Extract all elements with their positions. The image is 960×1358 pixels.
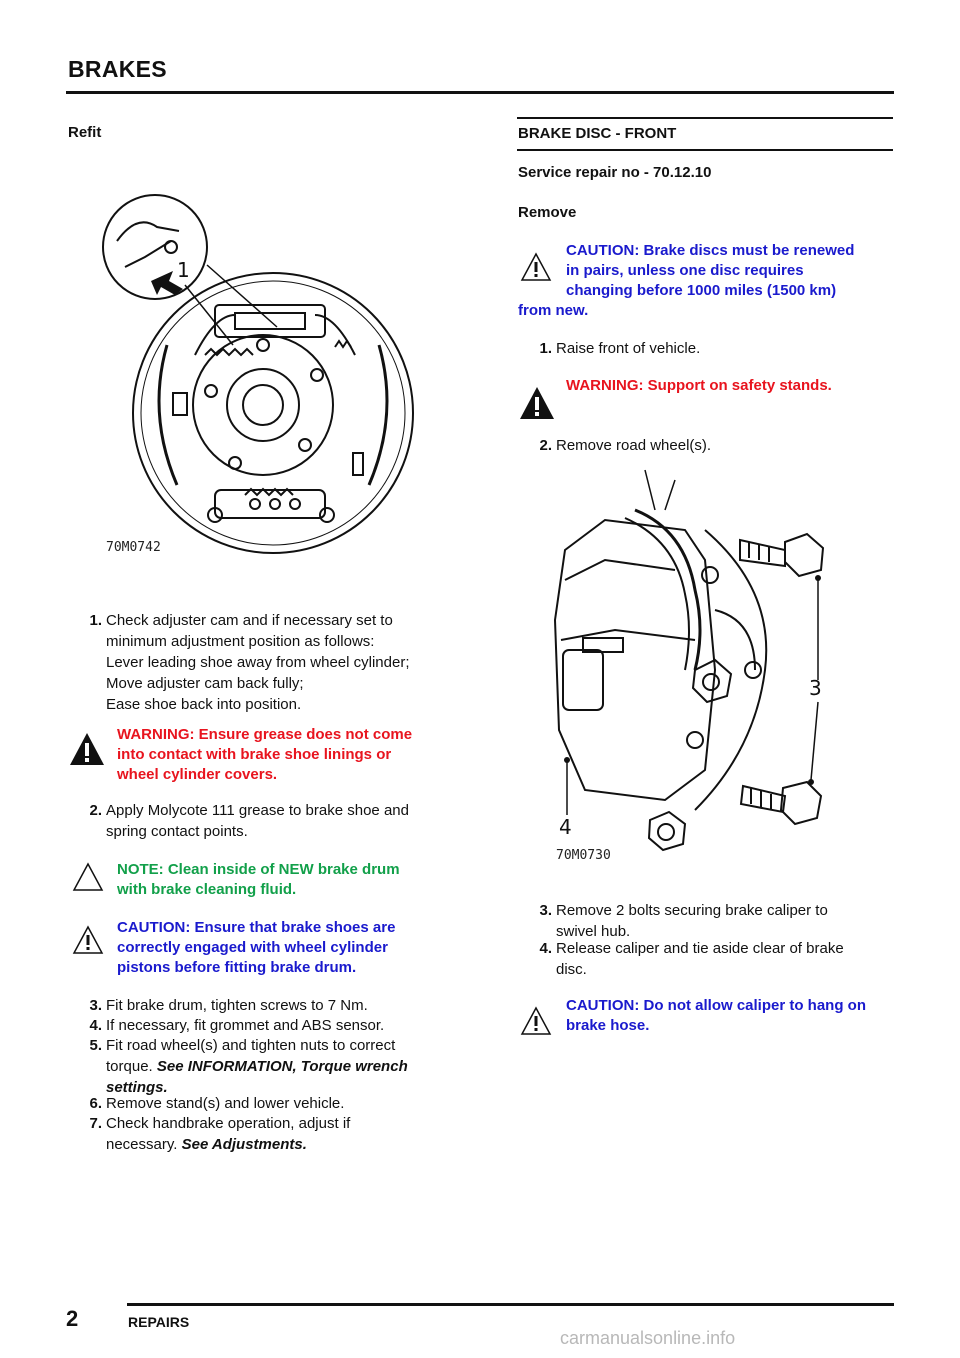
caution-text: correctly engaged with wheel cylinder bbox=[117, 939, 388, 956]
step-number: 2. bbox=[89, 802, 102, 819]
footer-rule bbox=[127, 1303, 894, 1306]
step-number: 3. bbox=[539, 902, 552, 919]
warning-text: WARNING: Ensure grease does not come bbox=[117, 726, 413, 743]
section-title: BRAKE DISC - FRONT bbox=[518, 125, 677, 142]
cross-reference-link[interactable]: See Adjustments. bbox=[181, 1136, 307, 1153]
refit-step-3 bbox=[68, 995, 488, 1017]
step-text: Check adjuster cam and if necessary set to bbox=[106, 612, 393, 629]
service-repair-number: Service repair no - 70.12.10 bbox=[518, 164, 712, 181]
step-text: disc. bbox=[556, 961, 587, 978]
note-text: NOTE: Clean inside of NEW brake drum bbox=[117, 861, 400, 878]
step-number: 4. bbox=[539, 940, 552, 957]
remove-step-4 bbox=[518, 938, 908, 982]
caution-text: in pairs, unless one disc requires bbox=[566, 262, 804, 279]
step-text: Ease shoe back into position. bbox=[106, 696, 302, 713]
brake-caliper-illustration bbox=[545, 470, 845, 850]
step-number: 6. bbox=[89, 1095, 102, 1112]
step-text: If necessary, fit grommet and ABS sensor. bbox=[106, 1017, 385, 1034]
caution-text: CAUTION: Ensure that brake shoes are bbox=[117, 919, 396, 936]
caution-text: changing before 1000 miles (1500 km) bbox=[566, 282, 837, 299]
step-text: Remove road wheel(s). bbox=[556, 437, 712, 454]
section-rule-bottom bbox=[517, 149, 893, 151]
caution-brake-shoes bbox=[117, 918, 395, 978]
step-text: Move adjuster cam back fully; bbox=[106, 675, 304, 692]
section-heading-remove: Remove bbox=[518, 204, 577, 221]
step-text: Fit road wheel(s) and tighten nuts to correct bbox=[106, 1037, 396, 1054]
refit-step-1 bbox=[68, 610, 468, 720]
step-text: Check handbrake operation, adjust if bbox=[106, 1115, 351, 1132]
note-clean-drum bbox=[117, 860, 400, 900]
caution-text: brake hose. bbox=[566, 1017, 650, 1034]
figure-label-70m0730: 70M0730 bbox=[556, 848, 611, 863]
step-number: 5. bbox=[89, 1037, 102, 1054]
caution-icon bbox=[520, 252, 552, 282]
figure-label-70m0742: 70M0742 bbox=[106, 540, 161, 555]
figure-callout-3: 3 bbox=[809, 676, 822, 700]
refit-step-2 bbox=[68, 800, 468, 844]
header-rule bbox=[66, 91, 894, 94]
warning-text: wheel cylinder covers. bbox=[117, 766, 278, 783]
cross-reference-link[interactable]: settings. bbox=[106, 1079, 168, 1096]
refit-step-5 bbox=[68, 1035, 488, 1095]
refit-step-6 bbox=[68, 1093, 488, 1115]
step-number: 3. bbox=[89, 997, 102, 1014]
remove-step-1 bbox=[518, 338, 898, 360]
footer-section-label: REPAIRS bbox=[128, 1314, 190, 1330]
caution-text: CAUTION: Brake discs must be renewed bbox=[566, 242, 855, 259]
figure-callout-4: 4 bbox=[559, 815, 572, 839]
step-text: Apply Molycote 111 grease to brake shoe and bbox=[106, 802, 409, 819]
caution-icon bbox=[72, 925, 104, 955]
step-text: Remove 2 bolts securing brake caliper to bbox=[556, 902, 828, 919]
step-text: spring contact points. bbox=[106, 823, 248, 840]
step-number: 7. bbox=[89, 1115, 102, 1132]
step-text: swivel hub. bbox=[556, 923, 631, 940]
step-number: 4. bbox=[89, 1017, 102, 1034]
step-number: 2. bbox=[539, 437, 552, 454]
step-text: Lever leading shoe away from wheel cylinder; bbox=[106, 654, 410, 671]
warning-icon bbox=[518, 385, 556, 421]
section-rule-top bbox=[517, 117, 893, 119]
caution-text: from new. bbox=[518, 302, 589, 319]
warning-text: into contact with brake shoe linings or bbox=[117, 746, 392, 763]
caution-discs-pairs bbox=[566, 241, 854, 301]
step-text: minimum adjustment position as follows: bbox=[106, 633, 375, 650]
page-header-title: BRAKES bbox=[68, 56, 167, 82]
watermark: carmanualsonline.info bbox=[560, 1328, 736, 1348]
step-number: 1. bbox=[89, 612, 102, 629]
step-text: Fit brake drum, tighten screws to 7 Nm. bbox=[106, 997, 368, 1014]
step-text: necessary. bbox=[106, 1136, 178, 1153]
warning-safety-stands: WARNING: Support on safety stands. bbox=[566, 377, 832, 394]
section-heading-refit: Refit bbox=[68, 124, 102, 141]
step-text: Raise front of vehicle. bbox=[556, 340, 701, 357]
step-number: 1. bbox=[539, 340, 552, 357]
caution-text: pistons before fitting brake drum. bbox=[117, 959, 357, 976]
note-text: with brake cleaning fluid. bbox=[117, 881, 297, 898]
step-text: Release caliper and tie aside clear of brake bbox=[556, 940, 844, 957]
cross-reference-link[interactable]: See INFORMATION, Torque wrench bbox=[156, 1058, 408, 1075]
note-icon bbox=[72, 862, 104, 892]
step-text: Remove stand(s) and lower vehicle. bbox=[106, 1095, 345, 1112]
refit-step-7 bbox=[68, 1113, 488, 1157]
caution-caliper-hose bbox=[566, 996, 866, 1036]
warning-grease bbox=[117, 725, 412, 785]
caution-icon bbox=[520, 1006, 552, 1036]
step-text: torque. bbox=[106, 1058, 153, 1075]
figure-callout-1: 1 bbox=[177, 258, 190, 282]
warning-icon bbox=[68, 731, 106, 767]
drum-brake-illustration bbox=[95, 195, 415, 555]
refit-step-4 bbox=[68, 1015, 488, 1037]
caution-text: CAUTION: Do not allow caliper to hang on bbox=[566, 997, 866, 1014]
remove-step-2 bbox=[518, 435, 898, 457]
page-number: 2 bbox=[66, 1306, 79, 1331]
